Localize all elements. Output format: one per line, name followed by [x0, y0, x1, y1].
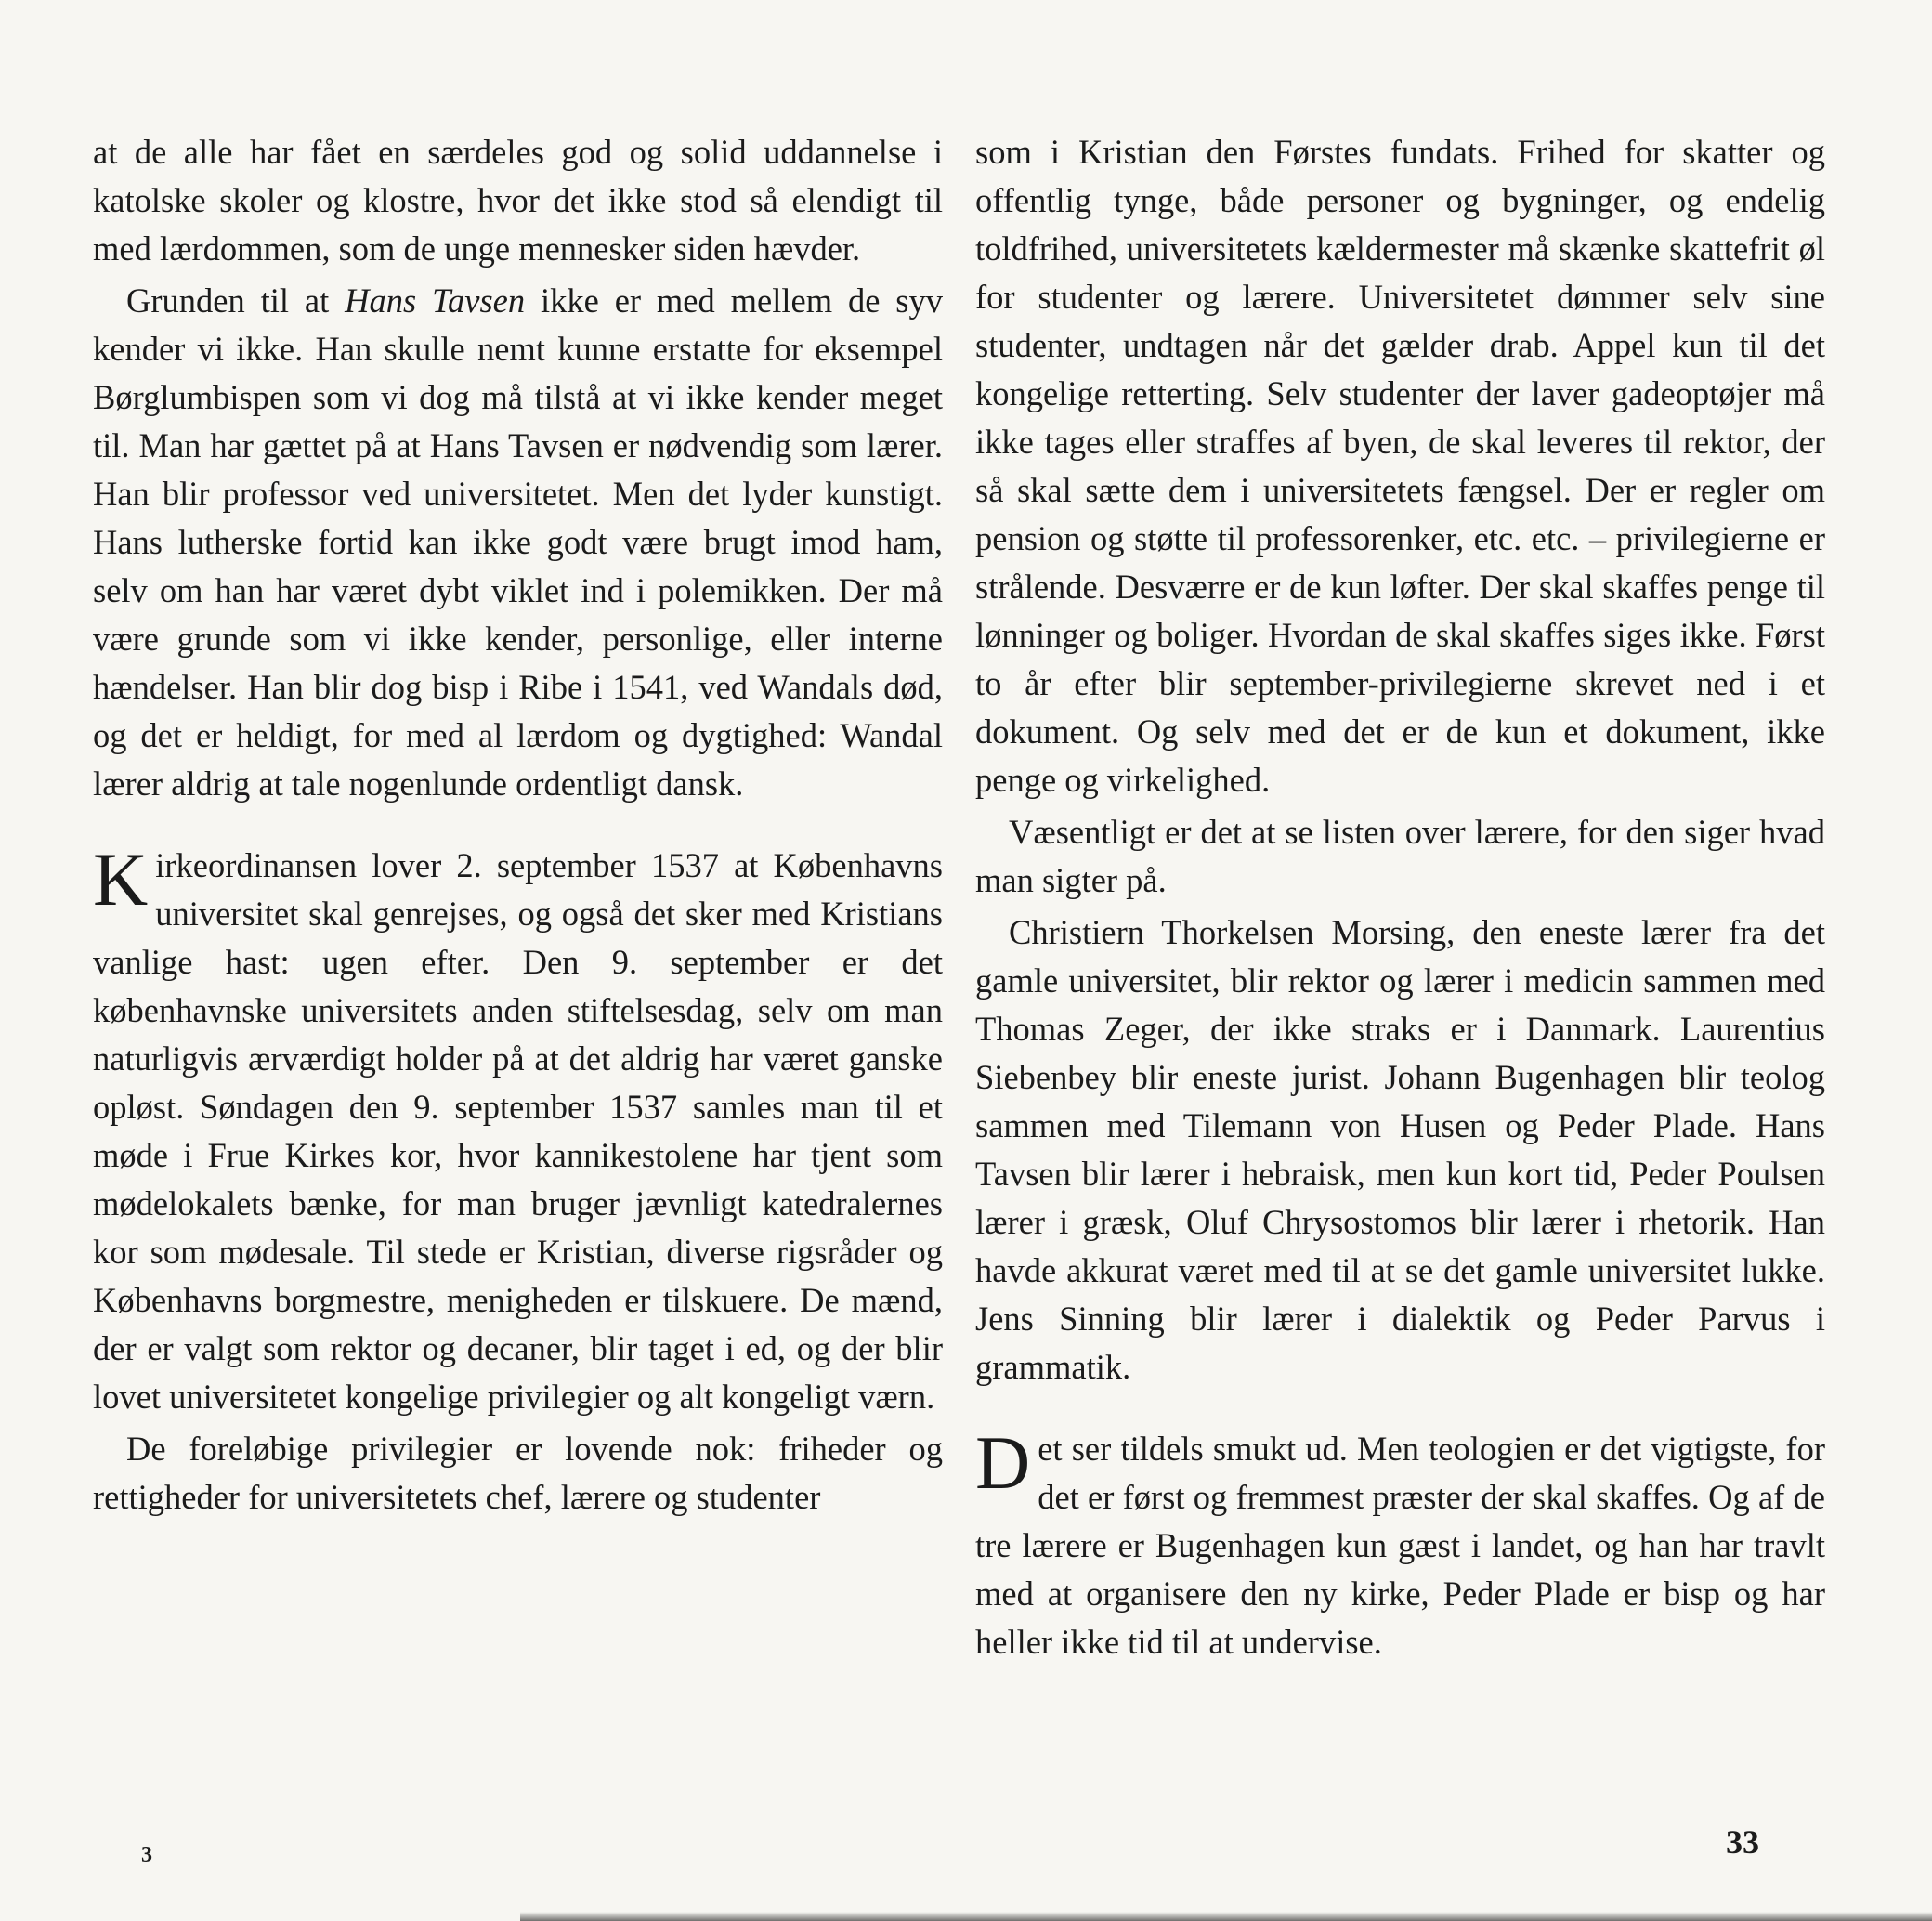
signature-mark: 3 — [141, 1843, 152, 1867]
paragraph-text: ikke er med mellem de syv kender vi ikke. Han skulle nemt kunne erstatte for eksempel Børglumbispen som vi dog må tilstå at vi ikke kender meget til. Man har gættet på at Hans Tavsen er nødvendig som lærer. Han blir professor ved universitetet. Men det lyder kunstigt. Hans lutherske fortid kan ikke godt være brugt imod ham, selv om han har været dybt viklet ind i polemikken. Der må være grunde som vi ikke kender, personlige, eller interne hændelser. Han blir dog bisp i Ribe i 1541, ved Wandals død, og det er heldigt, for med al lærdom og dygtighed: Wandal lærer aldrig at tale nogenlunde ordentligt dansk. — [93, 281, 943, 803]
paragraph-text: irkeordinansen lover 2. september 1537 at Københavns universitet skal genrejses, og også det sker med Kristians vanlige hast: ugen efter. Den 9. september er det københavnske universitets anden stiftelsesdag, selv om man naturligvis ærværdigt holder på at det aldrig har været ganske opløst. Søndagen den 9. september 1537 samles man til et møde i Frue Kirkes kor, hvor kannikestolene har tjent som mødelokalets bænke, for man bruger jævnligt katedralernes kor som mødesale. Til stede er Kristian, diverse rigsråder og Københavns borgmestre, menigheden er tilskuere. De mænd, der er valgt som rektor og decaner, blir taget i ed, og der blir lovet universitetet kongelige privilegier og alt kongeligt værn. — [93, 846, 943, 1416]
section-paragraph — [93, 837, 943, 1421]
paragraph: at de alle har fået en særdeles god og solid uddannelse i katolske skoler og klostre, hvor det ikke stod så elendigt til med lærdommen, som de unge mennesker siden hævder. — [93, 133, 943, 268]
paragraph — [93, 277, 943, 808]
paragraph: Væsentligt er det at se listen over lærere, for den siger hvad man sigter på. — [975, 813, 1825, 899]
right-column — [975, 128, 1825, 1666]
italic-name: Hans Tavsen — [345, 281, 526, 320]
section-paragraph — [975, 1420, 1825, 1666]
drop-cap: D — [975, 1420, 1031, 1505]
paragraph: Christiern Thorkelsen Morsing, den eneste lærer fra det gamle universitet, blir rektor og lærer i medicin sammen med Thomas Zeger, der ikke straks er i Danmark. Laurentius Siebenbey blir eneste jurist. Johann Bugenhagen blir teolog sammen med Tilemann von Husen og Peder Plade. Hans Tavsen blir lærer i hebraisk, men kun kort tid, Peder Poulsen lærer i græsk, Oluf Chrysostomos blir lærer i rhetorik. Han havde akkurat været med til at se det gamle universitet lukke. Jens Sinning blir lærer i dialektik og Peder Parvus i grammatik. — [975, 913, 1825, 1386]
page-edge-shadow — [520, 1912, 1932, 1921]
paragraph: De foreløbige privilegier er lovende nok: friheder og rettigheder for universitetets chef, lærere og studenter — [93, 1430, 943, 1516]
drop-cap: K — [93, 837, 149, 921]
paragraph: som i Kristian den Førstes fundats. Frihed for skatter og offentlig tynge, både personer og bygninger, og endelig toldfrihed, universitetets kældermester må skænke skattefrit øl for studenter og lærere. Universitetet dømmer selv sine studenter, undtagen når det gælder drab. Appel kun til det kongelige retterting. Selv studenter der laver gadeoptøjer må ikke tages eller straffes af byen, de skal leveres til rektor, der så skal sætte dem i universitetets fængsel. Der er regler om pension og støtte til professorenker, etc. etc. – privilegierne er strålende. Desværre er de kun løfter. Der skal skaffes penge til lønninger og boliger. Hvordan de skal skaffes siges ikke. Først to år efter blir september-privilegierne skrevet ned i et dokument. Og selv med det er de kun et dokument, ikke penge og virkelighed. — [975, 133, 1825, 799]
page-number: 33 — [1726, 1823, 1759, 1861]
paragraph-text: et ser tildels smukt ud. Men teologien er det vigtigste, for det er først og fremmest præster der skal skaffes. Og af de tre lærere er Bugenhagen kun gæst i landet, og han har travlt med at organisere den ny kirke, Peder Plade er bisp og har heller ikke tid til at undervise. — [975, 1430, 1825, 1661]
left-column — [93, 128, 943, 1522]
paragraph-text: Grunden til at — [126, 281, 346, 320]
